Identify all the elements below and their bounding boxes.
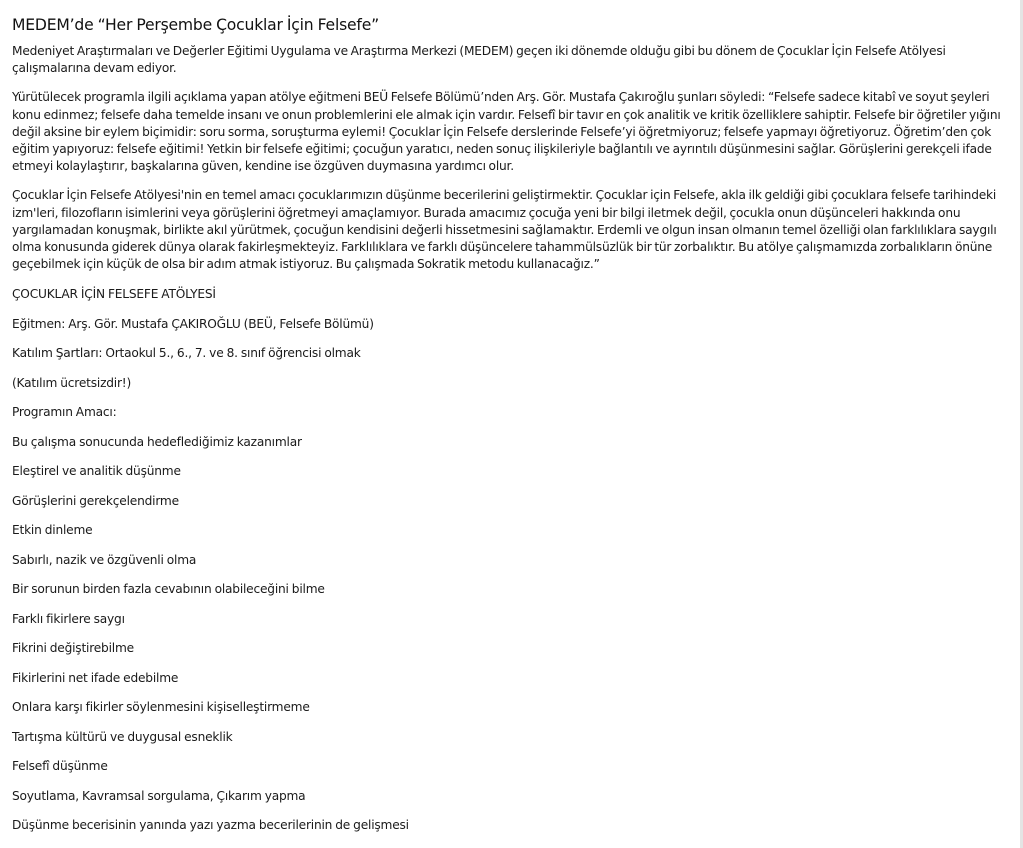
instructor-line: Eğitmen: Arş. Gör. Mustafa ÇAKIROĞLU (BEÜ, Felsefe Bölümü)	[12, 316, 374, 331]
purpose-label: Programın Amacı:	[12, 405, 117, 420]
fee-note: (Katılım ücretsizdir!)	[12, 375, 132, 390]
gain-item: Tartışma kültürü ve duygusal esneklik	[12, 729, 233, 744]
gain-item: Farklı fikirlere saygı	[12, 611, 125, 626]
gain-item: Fikirlerini net ifade edebilme	[12, 670, 179, 685]
intro-paragraph: Medeniyet Araştırmaları ve Değerler Eğitimi Uygulama ve Araştırma Merkezi (MEDEM) geçen iki dönemde olduğu gibi bu dönem de Çocuklar İçin Felsefe Atölyesi çalışmalarına devam ediyor.	[12, 44, 946, 76]
quote-paragraph: Yürütülecek programla ilgili açıklama yapan atölye eğitmeni BEÜ Felsefe Bölümü’nden Arş. Gör. Mustafa Çakıroğlu şunları söyledi: “Felsefe sadece kitabî ve soyut şeyleri konu edinmez; felsefe daha temelde insanı ve onun problemlerini ele almak için vardır. Felsefî bir tavır en çok analitik ve kritik özelliklere sahiptir. Felsefe bir öğretiler yığını değil aksine bir eylem biçimidir: soru sorma, soruşturma eylemi! Çocuklar İçin Felsefe derslerinde Felsefe’yi öğretmiyoruz; felsefe yapmayı öğretiyoruz. Öğretim’den çok eğitim yapıyoruz: felsefe eğitimi! Yetkin bir felsefe eğitimi; çocuğun yaratıcı, neden sonuç ilişkileriyle bağlantılı ve ayrıntılı düşünmesini sağlar. Görüşlerini gerekçeli ifade etmeyi kolaylaştırır, başkalarına güven, kendine ise özgüven duymasına yardımcı olur.	[12, 90, 1001, 174]
gain-item: Eleştirel ve analitik düşünme	[12, 464, 181, 479]
workshop-title: ÇOCUKLAR İÇİN FELSEFE ATÖLYESİ	[12, 287, 216, 302]
gain-item: Görüşlerini gerekçelendirme	[12, 493, 179, 508]
article	[12, 0, 1012, 841]
gain-item: Fikrini değiştirebilme	[12, 641, 134, 656]
gains-list	[12, 457, 1012, 841]
requirements-line: Katılım Şartları: Ortaokul 5., 6., 7. ve 8. sınıf öğrencisi olmak	[12, 346, 361, 361]
gain-item: Sabırlı, nazik ve özgüvenli olma	[12, 552, 197, 567]
article-title: MEDEM’de “Her Perşembe Çocuklar İçin Felsefe”	[12, 16, 379, 34]
gain-item: Felsefî düşünme	[12, 759, 108, 774]
goal-paragraph: Çocuklar İçin Felsefe Atölyesi'nin en temel amacı çocuklarımızın düşünme becerilerini geliştirmektir. Çocuklar için Felsefe, akla ilk geldiği gibi çocuklara felsefe tarihindeki izm'leri, filozofların isimlerini veya görüşlerini öğretmeyi amaçlamıyor. Burada amacımız çocuğa yeni bir bilgi iletmek değil, çocukla onun düşünceleri hakkında onu yargılamadan konuşmak, birlikte akıl yürütmek, çocuğun kendisini değerli hissetmesini sağlamaktır. Erdemli ve olgun insan olmanın temel özelliği olan farklılıklara saygılı olma konusunda giderek dünya olarak fakirleşmekteyiz. Farklılıklara ve farklı düşüncelere tahammülsüzlük bir tür zorbalıktır. Bu atölye çalışmamızda zorbalıkların önüne geçebilmek için küçük de olsa bir adım atmak istiyoruz. Bu çalışmada Sokratik metodu kullanacağız.”	[12, 188, 997, 272]
gain-item: Bir sorunun birden fazla cevabının olabileceğini bilme	[12, 582, 325, 597]
gain-item: Düşünme becerisinin yanında yazı yazma becerilerinin de gelişmesi	[12, 818, 409, 833]
gain-item: Onlara karşı fikirler söylenmesini kişiselleştirmeme	[12, 700, 310, 715]
gain-item: Etkin dinleme	[12, 523, 93, 538]
gains-intro: Bu çalışma sonucunda hedeflediğimiz kazanımlar	[12, 434, 302, 449]
gain-item: Soyutlama, Kavramsal sorgulama, Çıkarım yapma	[12, 788, 306, 803]
